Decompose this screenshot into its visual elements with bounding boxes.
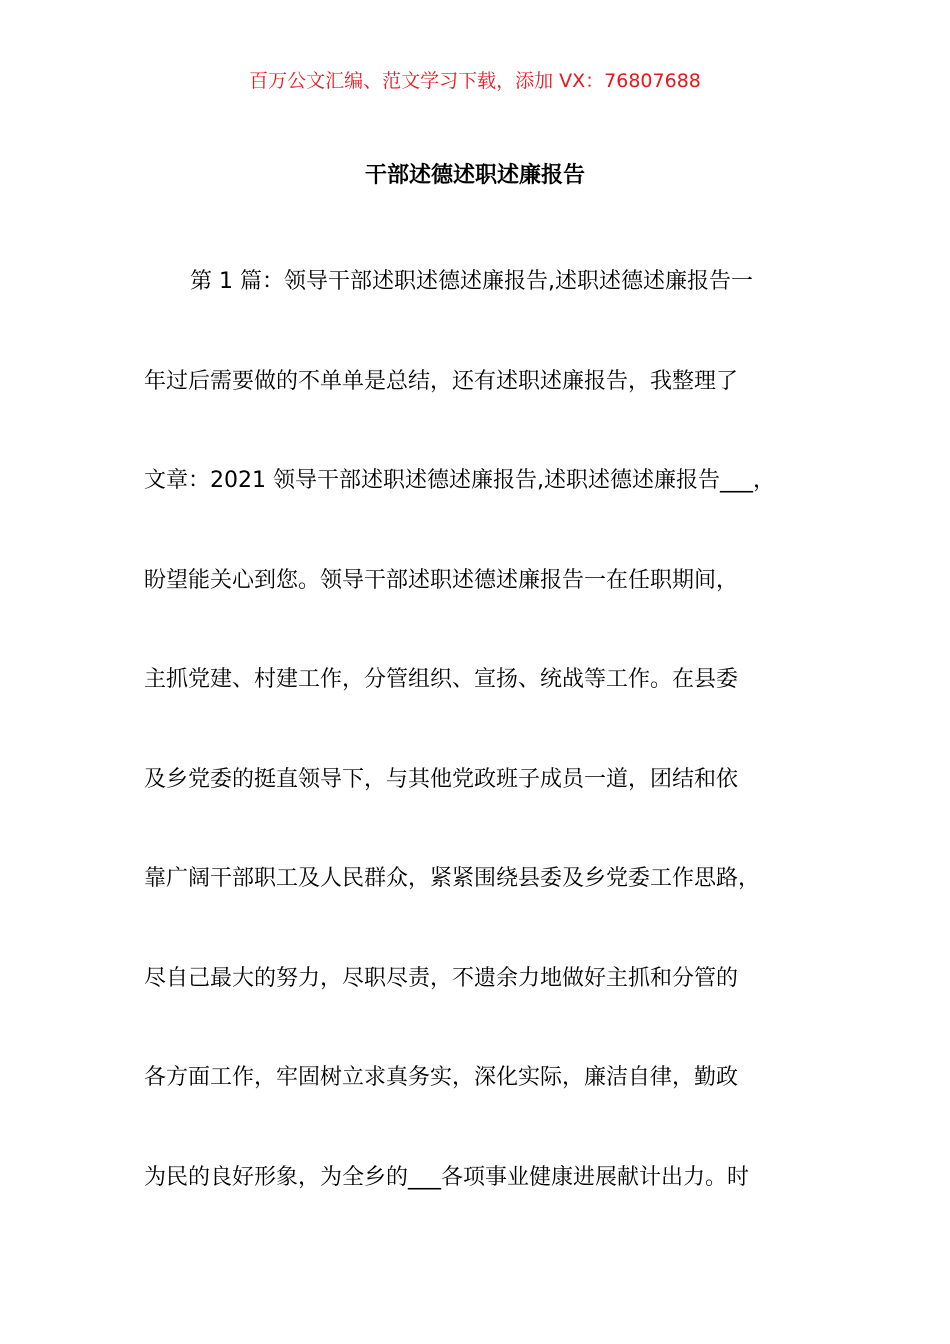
- body-line: 盼望能关心到您。领导干部述职述德述廉报告一在任职期间，: [144, 567, 739, 593]
- body-line: 年过后需要做的不单单是总结，还有述职述廉报告，我整理了: [144, 368, 739, 394]
- body-line: 第 1 篇：领导干部述职述德述廉报告,述职述德述廉报告一: [190, 269, 753, 294]
- body-line: 尽自己最大的努力，尽职尽责，不遗余力地做好主抓和分管的: [144, 965, 739, 991]
- header-note: 百万公文汇编、范文学习下载，添加 VX：76807688: [249, 70, 701, 92]
- body-line: 为民的良好形象，为全乡的___各项事业健康进展献计出力。时: [144, 1164, 750, 1190]
- body-line: 文章：2021 领导干部述职述德述廉报告,述职述德述廉报告___，: [144, 468, 775, 493]
- body-line: 及乡党委的挺直领导下，与其他党政班子成员一道，团结和依: [144, 766, 739, 792]
- document-body: [144, 264, 844, 1259]
- body-line: 主抓党建、村建工作，分管组织、宣扬、统战等工作。在县委: [144, 667, 739, 692]
- body-line: 靠广阔干部职工及人民群众，紧紧围绕县委及乡党委工作思路，: [144, 866, 761, 891]
- body-line: 各方面工作，牢固树立求真务实，深化实际，廉洁自律，勤政: [144, 1065, 739, 1090]
- document-title: 干部述德述职述廉报告: [364, 163, 585, 188]
